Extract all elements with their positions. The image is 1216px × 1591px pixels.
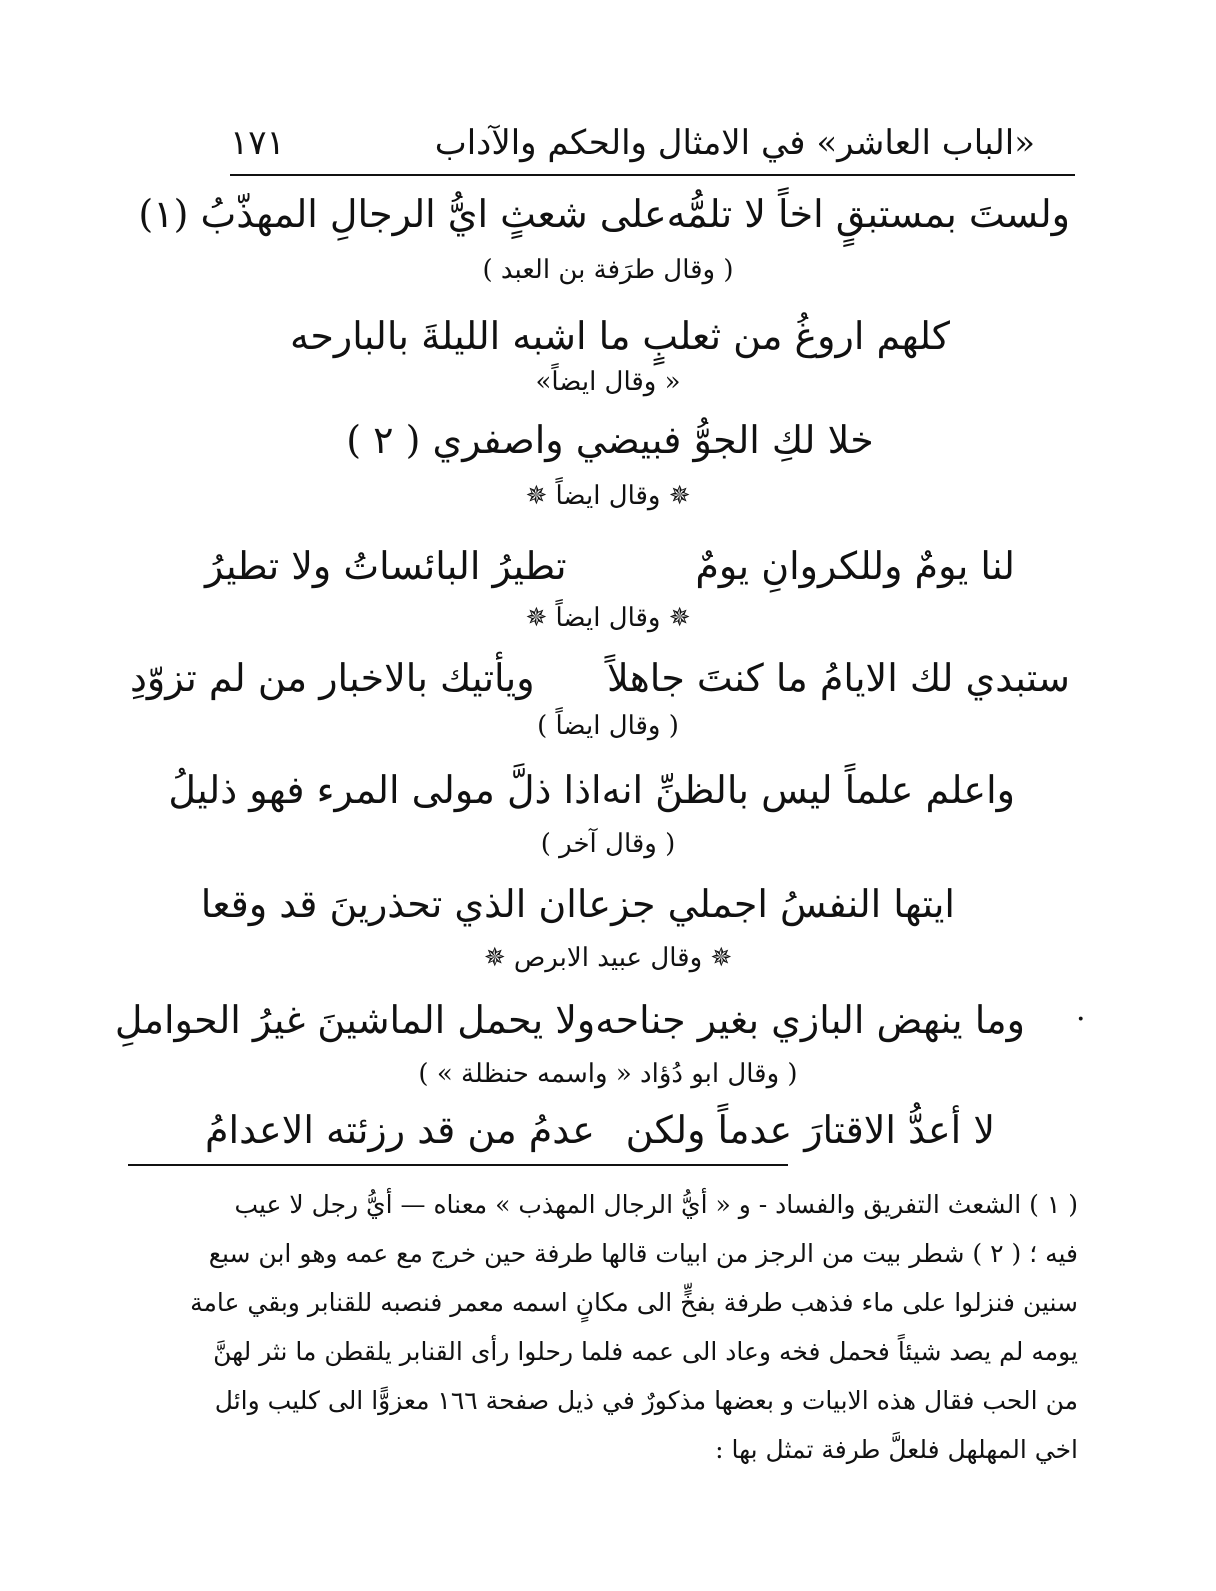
- verse-6-first-hemistich: واعلم علماً ليس بالظنِّ انه: [601, 768, 1015, 812]
- verse-7-second-hemistich: ان الذي تحذرينَ قد وقعا: [200, 882, 577, 926]
- footnote-line: يومه لم يصد شيئاً فحمل فخه وعاد الى عمه فلما رحلوا رأى القنابر يلقطن ما نثر لهنَّ: [213, 1337, 1078, 1366]
- ornament-icon: ✵: [668, 603, 691, 633]
- verse-9-second-hemistich: عدمُ من قد رزئته الاعدامُ: [205, 1108, 595, 1152]
- attribution-4-text: وقال ايضاً: [555, 603, 661, 633]
- footnote-line: من الحب فقال هذه الابيات و بعضها مذكورٌ في ذيل صفحة ١٦٦ معزوًّا الى كليب وائل: [214, 1386, 1078, 1415]
- verse-3: [346, 412, 874, 468]
- footnote-divider: [128, 1164, 788, 1166]
- verse-1-first-hemistich: ولستَ بمستبقٍ اخاً لا تلمُّه: [666, 192, 1070, 236]
- attribution-2: « وقال ايضاً»: [535, 367, 681, 397]
- verse-4: [205, 538, 1015, 594]
- attribution-4: [0, 598, 1216, 638]
- verse-9: [205, 1102, 995, 1158]
- verse-3-text: خلا لكِ الجوُّ فبيضي واصفري ( ٢ ): [346, 418, 874, 462]
- verse-8: [114, 992, 1025, 1048]
- footnote-line: ( ١ ) الشعث التفريق والفساد - و « أيُّ الرجال المهذب » معناه — أيُّ رجل لا عيب: [234, 1190, 1078, 1219]
- verse-9-first-hemistich: لا أعدُّ الاقتارَ عدماً ولكن: [625, 1108, 995, 1152]
- ornament-icon: ✵: [710, 943, 733, 973]
- verse-6-second-hemistich: اذا ذلَّ مولى المرء فهو ذليلُ: [168, 768, 602, 812]
- attribution-5: ( وقال ايضاً ): [537, 711, 679, 741]
- verse-8-second-hemistich: ولا يحمل الماشينَ غيرُ الحواملِ: [114, 998, 596, 1042]
- stray-dot: ·: [1076, 1002, 1086, 1037]
- verse-4-first-hemistich: لنا يومٌ وللكروانِ يومٌ: [695, 544, 1015, 588]
- attribution-3: [0, 476, 1216, 516]
- verse-2-second-hemistich: ما اشبه الليلةَ بالبارحه: [290, 314, 631, 358]
- verse-5-first-hemistich: ستبدي لك الايامُ ما كنتَ جاهلاً: [607, 656, 1070, 700]
- verse-2: [290, 308, 950, 364]
- attribution-8: ( وقال ابو دُؤاد « واسمه حنظلة » ): [418, 1059, 798, 1089]
- attribution-7-text: وقال عبيد الابرص: [513, 943, 703, 973]
- verse-5-second-hemistich: ويأتيك بالاخبار من لم تزوّدِ: [130, 656, 535, 700]
- footnote-line: اخي المهلهل فلعلَّ طرفة تمثل بها :: [715, 1435, 1078, 1464]
- verse-1-second-hemistich: على شعثٍ ايُّ الرجالِ المهذّبُ (١): [138, 192, 667, 236]
- page-number: ١٧١: [230, 123, 285, 163]
- verse-2-first-hemistich: كلهم اروغُ من ثعلبٍ: [642, 314, 950, 358]
- ornament-icon: ✵: [525, 603, 548, 633]
- attribution-7: [0, 938, 1216, 978]
- ornament-icon: ✵: [483, 943, 506, 973]
- verse-8-first-hemistich: وما ينهض البازي بغير جناحه: [595, 998, 1025, 1042]
- attribution-6: ( وقال آخر ): [540, 829, 676, 859]
- chapter-title: «الباب العاشر» في الامثال والحكم والآداب: [434, 123, 1035, 163]
- ornament-icon: ✵: [668, 481, 691, 511]
- ornament-icon: ✵: [525, 481, 548, 511]
- attribution-3-text: وقال ايضاً: [555, 481, 661, 511]
- verse-1: [138, 186, 1070, 242]
- verse-7: [200, 876, 955, 932]
- footnote-line: فيه ؛ ( ٢ ) شطر بيت من الرجز من ابيات قالها طرفة حين خرج مع عمه وهو ابن سبع: [208, 1239, 1078, 1268]
- verse-4-second-hemistich: تطيرُ البائساتُ ولا تطيرُ: [205, 544, 567, 588]
- running-header: [230, 118, 1075, 176]
- footnotes: [128, 1180, 1078, 1474]
- verse-7-first-hemistich: ايتها النفسُ اجملي جزعا: [576, 882, 955, 926]
- verse-5: [130, 650, 1070, 706]
- verse-6: [168, 762, 1015, 818]
- attribution-1: ( وقال طرَفة بن العبد ): [482, 255, 734, 285]
- footnote-line: سنين فنزلوا على ماء فذهب طرفة بفخٍّ الى مكانٍ اسمه معمر فنصبه للقنابر وبقي عامة: [190, 1288, 1078, 1317]
